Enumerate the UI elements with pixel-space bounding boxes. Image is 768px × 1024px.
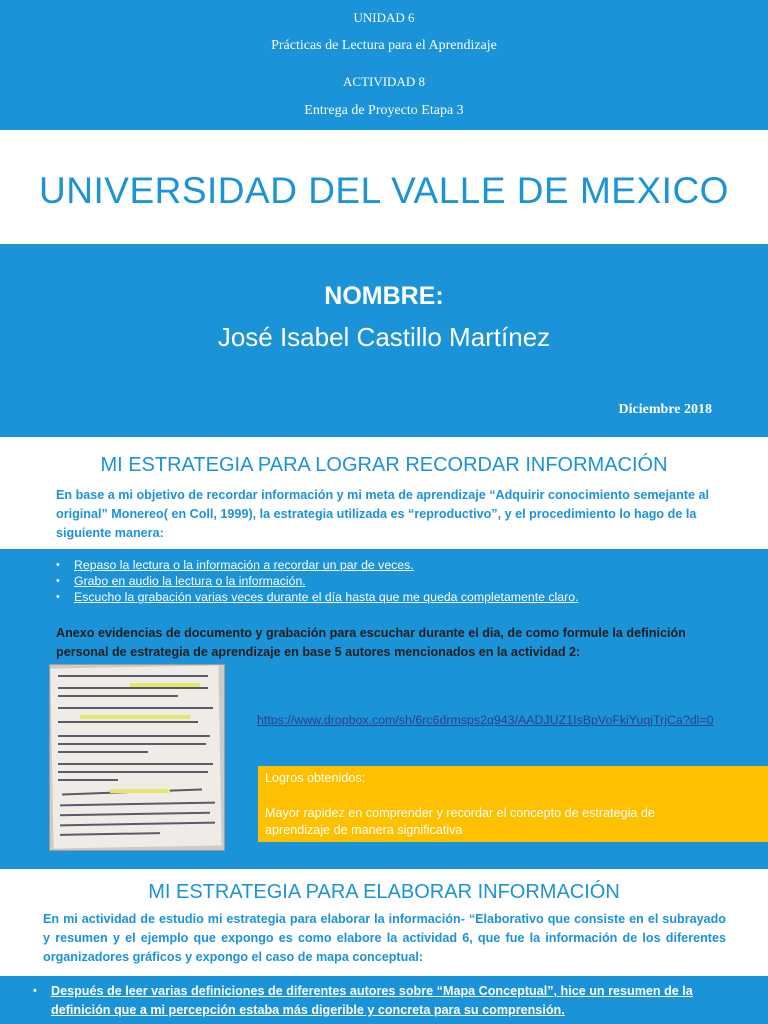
section-elaborar-paragraph: En mi actividad de estudio mi estrategia para elaborar la información- “Elaborativo que consiste en el subrayado y resumen y el ejemplo que expongo es como elabore la actividad 6, que fue la información de los diferentes organizadores gráficos y expongo el caso de mapa conceptual: (43, 912, 726, 964)
list-item: • Escucho la grabación varias veces durante el día hasta que me queda completamente claro. (56, 590, 579, 604)
dropbox-link[interactable]: https://www.dropbox.com/sh/6rc6drmsps2q943/AADJUZ1IsBpVoFkiYuqjTrjCa?dl=0 (257, 713, 714, 727)
list-item (33, 982, 704, 1020)
evidence-photo (49, 664, 225, 851)
date-label: Diciembre 2018 (618, 402, 712, 417)
section-recordar-paragraph: En base a mi objetivo de recordar información y mi meta de aprendizaje “Adquirir conocimiento semejante al original” Monereo( en Coll, 1999), la estrategia utilizada es “reproductivo”, y el procedimiento lo hago de la siguiente manera: (56, 488, 709, 540)
bullet-icon: • (56, 591, 60, 603)
name-band (0, 244, 768, 432)
practicas-label: Prácticas de Lectura para el Aprendizaje (271, 38, 497, 53)
logros-box (258, 766, 768, 842)
name-label: NOMBRE: (324, 282, 444, 310)
steps-list (56, 557, 578, 605)
actividad-label: ACTIVIDAD 8 (343, 74, 425, 89)
anexo-paragraph: Anexo evidencias de documento y grabación para escuchar durante el dia, de como formule la definición personal de estrategia de aprendizaje en base 5 autores mencionados en la actividad 2: (56, 626, 686, 659)
university-band (0, 130, 768, 244)
list-item: • Grabo en audio la lectura o la información. (56, 574, 306, 588)
bullet-icon: • (56, 559, 60, 571)
student-name: José Isabel Castillo Martínez (217, 322, 551, 352)
logros-text: Mayor rapidez en comprender y recordar el concepto de estrategia de aprendizaje de manera significativa (265, 806, 655, 837)
university-title: UNIVERSIDAD DEL VALLE DE MEXICO (39, 170, 729, 211)
section-elaborar (0, 869, 768, 976)
summary-band (0, 976, 768, 1024)
list-item: • Repaso la lectura o la información a recordar un par de veces. (56, 558, 414, 572)
logros-title: Logros obtenidos: (265, 771, 366, 785)
entrega-label: Entrega de Proyecto Etapa 3 (304, 103, 464, 118)
summary-bullet-text: Después de leer varias definiciones de diferentes autores sobre “Mapa Conceptual”, hice un resumen de la definición que a mi percepción estaba más digerible y concreta para su comprensión. (51, 984, 693, 1017)
evidence-band (0, 549, 768, 864)
bullet-icon: • (56, 575, 60, 587)
section-recordar-title: MI ESTRATEGIA PARA LOGRAR RECORDAR INFORMACIÓN (100, 454, 668, 476)
header-band (0, 0, 768, 130)
section-recordar (0, 437, 768, 549)
unidad-label: UNIDAD 6 (353, 10, 415, 25)
bullet-icon: • (33, 985, 37, 997)
section-elaborar-title: MI ESTRATEGIA PARA ELABORAR INFORMACIÓN (148, 881, 620, 903)
